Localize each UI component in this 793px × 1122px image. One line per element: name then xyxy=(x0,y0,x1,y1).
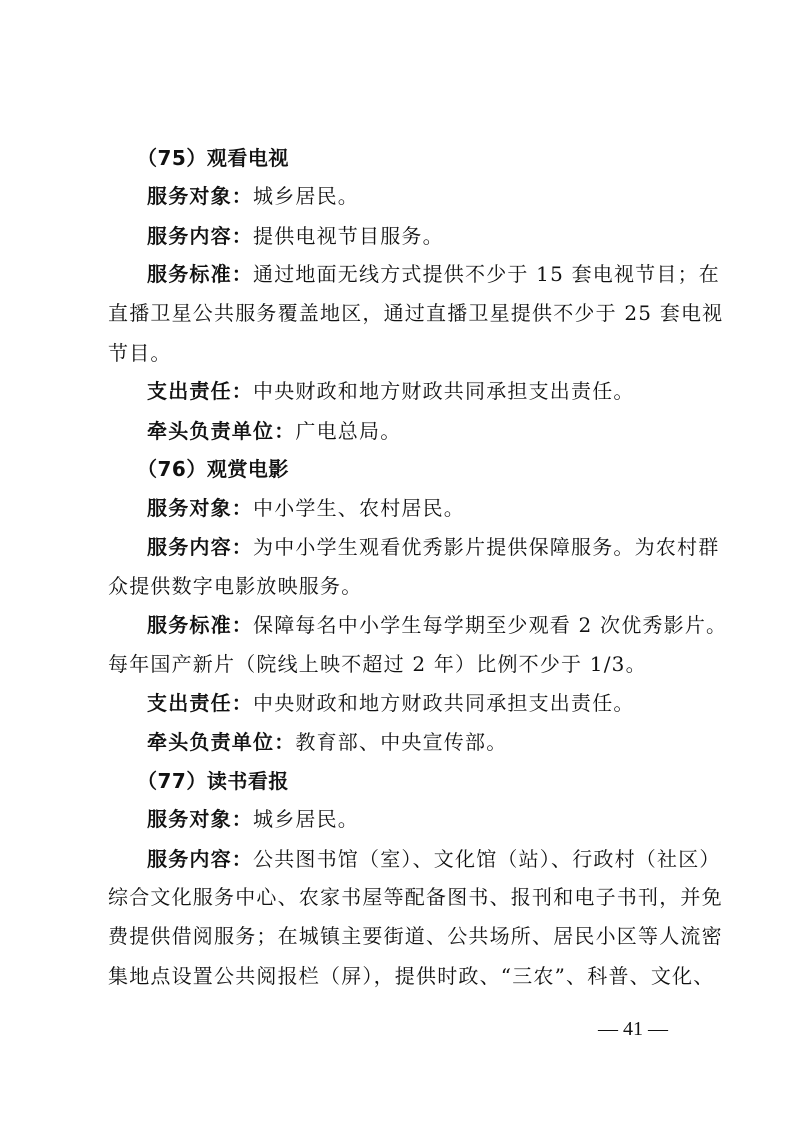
section-76-standard xyxy=(0,612,793,638)
target-label: 服务对象： xyxy=(147,184,253,208)
standard-label: 服务标准： xyxy=(147,262,253,286)
expense-text: 中央财政和地方财政共同承担支出责任。 xyxy=(253,379,635,403)
standard-label: 服务标准： xyxy=(147,613,253,637)
page-number: — 41 — xyxy=(598,1018,668,1040)
section-75-content xyxy=(0,223,793,249)
standard-text-line-3: 节目。 xyxy=(108,341,172,365)
section-76-lead xyxy=(0,729,793,755)
lead-label: 牵头负责单位： xyxy=(147,730,296,754)
standard-text-line-2: 每年国产新片（院线上映不超过 2 年）比例不少于 1/3。 xyxy=(108,652,647,676)
section-76-expense xyxy=(0,690,793,716)
expense-text: 中央财政和地方财政共同承担支出责任。 xyxy=(253,691,635,715)
section-75-standard xyxy=(0,261,793,287)
section-76-title: （76）观赏电影 xyxy=(137,457,289,481)
target-text: 城乡居民。 xyxy=(253,184,359,208)
section-75-title: （75）观看电视 xyxy=(137,146,289,170)
content-label: 服务内容： xyxy=(147,224,253,248)
target-label: 服务对象： xyxy=(147,807,253,831)
content-text-line-3: 费提供借阅服务；在城镇主要街道、公共场所、居民小区等人流密 xyxy=(108,924,723,948)
section-76-target xyxy=(0,495,793,521)
target-text: 城乡居民。 xyxy=(253,807,359,831)
content-text-line-4: 集地点设置公共阅报栏（屏），提供时政、“三农”、科普、文化、 xyxy=(108,964,715,988)
section-77-title: （77）读书看报 xyxy=(137,769,289,793)
content-text-line-2: 综合文化服务中心、农家书屋等配备图书、报刊和电子书刊，并免 xyxy=(108,885,723,909)
section-76-content xyxy=(0,534,793,560)
content-text-line-2: 众提供数字电影放映服务。 xyxy=(108,574,363,598)
section-77-content xyxy=(0,846,793,872)
content-text: 提供电视节目服务。 xyxy=(253,224,444,248)
target-text: 中小学生、农村居民。 xyxy=(253,496,465,520)
lead-label: 牵头负责单位： xyxy=(147,419,296,443)
content-label: 服务内容： xyxy=(147,535,253,559)
content-label: 服务内容： xyxy=(147,847,253,871)
section-75-expense xyxy=(0,378,793,404)
standard-text-line-1: 通过地面无线方式提供不少于 15 套电视节目；在 xyxy=(253,262,720,286)
expense-label: 支出责任： xyxy=(147,379,253,403)
lead-text: 教育部、中央宣传部。 xyxy=(295,730,508,754)
standard-text-line-2: 直播卫星公共服务覆盖地区，通过直播卫星提供不少于 25 套电视 xyxy=(108,301,724,325)
section-77-target xyxy=(0,806,793,832)
section-75-lead xyxy=(0,418,793,444)
standard-text-line-1: 保障每名中小学生每学期至少观看 2 次优秀影片。 xyxy=(253,613,728,637)
content-text-line-1: 公共图书馆（室）、文化馆（站）、行政村（社区） xyxy=(253,847,721,871)
section-75-target xyxy=(0,183,793,209)
lead-text: 广电总局。 xyxy=(295,419,402,443)
target-label: 服务对象： xyxy=(147,496,253,520)
expense-label: 支出责任： xyxy=(147,691,253,715)
content-text-line-1: 为中小学生观看优秀影片提供保障服务。为农村群 xyxy=(253,535,720,559)
